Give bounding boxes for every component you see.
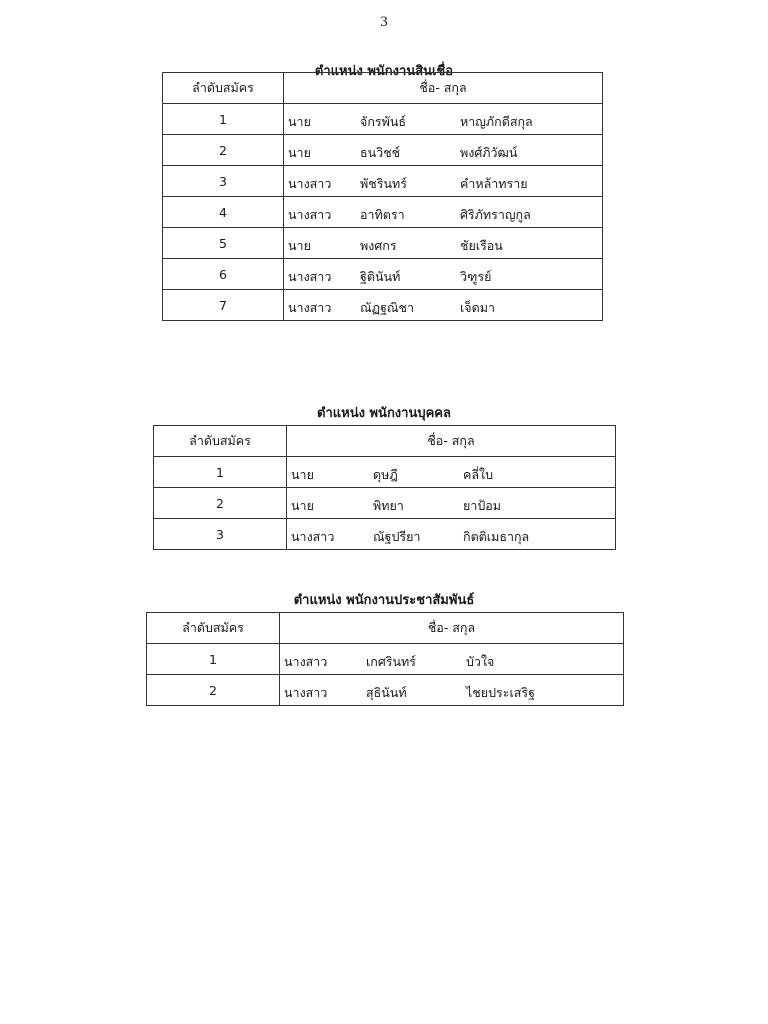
last-name: ไชยประเสริฐ (466, 685, 535, 700)
order-number: 5 (163, 228, 284, 259)
name-prefix: นางสาว (288, 176, 332, 191)
last-name: กิตติเมธากุล (463, 529, 530, 544)
order-number: 1 (154, 457, 287, 488)
last-name: ศิริภัทราญกูล (460, 207, 531, 222)
table-row (163, 228, 603, 259)
table-pr-staff (146, 612, 624, 706)
last-name: คำหล้าทราย (460, 176, 528, 191)
full-name (284, 166, 603, 197)
table-row (154, 519, 616, 550)
name-prefix: นางสาว (288, 269, 332, 284)
name-prefix: นางสาว (284, 654, 328, 669)
table-row (163, 166, 603, 197)
header-order: ลำดับสมัคร (154, 426, 287, 457)
full-name (284, 197, 603, 228)
name-prefix: นางสาว (288, 300, 332, 315)
order-number: 2 (163, 135, 284, 166)
name-prefix: นาย (288, 114, 311, 129)
order-number: 6 (163, 259, 284, 290)
last-name: วิฑูรย์ (460, 269, 492, 284)
name-prefix: นาย (291, 498, 314, 513)
table-row (163, 259, 603, 290)
full-name (284, 290, 603, 321)
first-name: ฐิตินันท์ (360, 269, 401, 284)
name-prefix: นางสาว (291, 529, 335, 544)
table-credit-staff (162, 72, 603, 321)
table-hr-staff (153, 425, 616, 550)
rows (147, 644, 624, 706)
last-name: พงศ์ภิวัฒน์ (460, 145, 518, 160)
table-row (163, 197, 603, 228)
full-name (284, 228, 603, 259)
section-title-pr: ตำแหน่ง พนักงานประชาสัมพันธ์ (293, 593, 475, 608)
rows (163, 104, 603, 321)
name-prefix: นาย (288, 145, 311, 160)
order-number: 3 (154, 519, 287, 550)
order-number: 7 (163, 290, 284, 321)
last-name: หาญภักดีสกุล (460, 114, 533, 129)
first-name: ธนวิชช์ (360, 145, 401, 160)
first-name: เกศรินทร์ (366, 654, 416, 669)
table-row (163, 135, 603, 166)
header-order: ลำดับสมัคร (163, 73, 284, 104)
table-row (154, 457, 616, 488)
last-name: คลี่ใบ (463, 467, 494, 482)
full-name (280, 675, 624, 706)
table-row (154, 488, 616, 519)
order-number: 4 (163, 197, 284, 228)
first-name: พิทยา (373, 498, 404, 513)
first-name: ณัฐปรียา (373, 529, 421, 544)
header-name: ชื่อ- สกุล (284, 73, 603, 104)
full-name (284, 104, 603, 135)
name-prefix: นางสาว (288, 207, 332, 222)
order-number: 3 (163, 166, 284, 197)
name-prefix: นางสาว (284, 685, 328, 700)
first-name: พัชรินทร์ (360, 176, 407, 191)
last-name: ยาป้อม (463, 498, 502, 513)
order-number: 1 (163, 104, 284, 135)
full-name (287, 488, 616, 519)
full-name (287, 457, 616, 488)
rows (154, 457, 616, 550)
order-number: 2 (154, 488, 287, 519)
full-name (280, 644, 624, 675)
last-name: ชัยเรือน (460, 238, 503, 253)
full-name (284, 259, 603, 290)
first-name: พงศกร (360, 238, 397, 253)
section-title-hr: ตำแหน่ง พนักงานบุคคล (317, 406, 451, 421)
table-row (163, 290, 603, 321)
last-name: บัวใจ (466, 654, 495, 669)
first-name: ณัฏฐณิชา (360, 300, 414, 315)
order-number: 2 (147, 675, 280, 706)
full-name (284, 135, 603, 166)
first-name: อาทิตรา (360, 207, 405, 222)
page-number: 3 (380, 14, 388, 30)
order-number: 1 (147, 644, 280, 675)
section-title-credit: ตำแหน่ง พนักงานสินเชื่อ (314, 64, 454, 79)
name-prefix: นาย (288, 238, 311, 253)
header-name: ชื่อ- สกุล (280, 613, 624, 644)
first-name: จักรพันธ์ (360, 114, 407, 129)
first-name: สุธินันท์ (366, 685, 407, 700)
table-row (147, 675, 624, 706)
last-name: เจ็ดมา (460, 300, 495, 315)
table-row (163, 104, 603, 135)
header-order: ลำดับสมัคร (147, 613, 280, 644)
table-row (147, 644, 624, 675)
name-prefix: นาย (291, 467, 314, 482)
full-name (287, 519, 616, 550)
header-name: ชื่อ- สกุล (287, 426, 616, 457)
first-name: ดุษฎี (373, 467, 398, 482)
